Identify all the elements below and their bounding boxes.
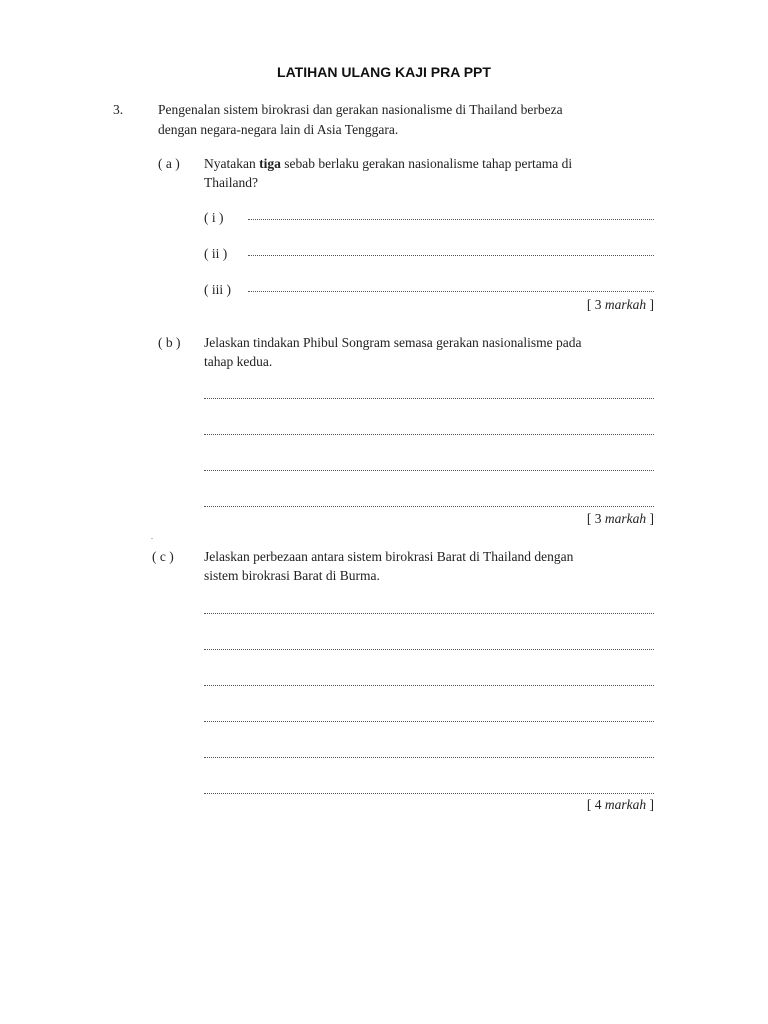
part-a-marks-close: ]	[646, 297, 654, 312]
part-b-label: ( b )	[158, 335, 181, 350]
part-c-answer-line[interactable]	[204, 757, 654, 758]
part-a-question-line2: Thailand?	[204, 175, 258, 190]
part-a-label: ( a )	[158, 156, 180, 171]
part-c-question-line1: Jelaskan perbezaan antara sistem birokrasi Barat di Thailand dengan	[204, 549, 574, 564]
part-b-answer-line[interactable]	[204, 470, 654, 471]
part-b-answer-line[interactable]	[204, 434, 654, 435]
part-c-marks-close: ]	[646, 797, 654, 812]
part-a-text-bold: tiga	[259, 156, 281, 171]
part-a-text-after: sebab berlaku gerakan nasionalisme tahap pertama di	[280, 156, 573, 171]
part-c-answer-line[interactable]	[204, 793, 654, 794]
part-c-marks-word: markah	[604, 797, 647, 812]
part-b-question-line2: tahap kedua.	[204, 354, 273, 369]
part-a-item-iii-label: ( iii )	[204, 282, 231, 297]
part-b-marks	[454, 511, 654, 527]
part-c-marks-open: [ 4	[586, 797, 605, 812]
part-a-marks-open: [ 3	[586, 297, 605, 312]
part-a-item-i-label: ( i )	[204, 210, 224, 225]
part-a-question	[204, 154, 572, 173]
part-a-item-ii-label: ( ii )	[204, 246, 228, 261]
part-a-item-iii-answer-line[interactable]	[248, 291, 654, 292]
part-c-question-line2: sistem birokrasi Barat di Burma.	[204, 568, 380, 583]
part-a-item-ii-answer-line[interactable]	[248, 255, 654, 256]
stray-mark: .	[151, 532, 153, 541]
part-b-marks-close: ]	[646, 511, 654, 526]
part-c-answer-line[interactable]	[204, 649, 654, 650]
part-a-item-i-answer-line[interactable]	[248, 219, 654, 220]
part-a-marks	[454, 297, 654, 313]
part-c-answer-line[interactable]	[204, 613, 654, 614]
question-intro-line2: dengan negara-negara lain di Asia Tenggara.	[158, 122, 399, 137]
part-c-answer-line[interactable]	[204, 721, 654, 722]
page-title: LATIHAN ULANG KAJI PRA PPT	[277, 64, 491, 80]
part-c-marks	[454, 797, 654, 813]
part-a-marks-word: markah	[604, 297, 647, 312]
part-b-answer-line[interactable]	[204, 398, 654, 399]
part-b-marks-open: [ 3	[586, 511, 605, 526]
part-a-text-before: Nyatakan	[204, 156, 260, 171]
part-b-marks-word: markah	[604, 511, 647, 526]
part-b-answer-line[interactable]	[204, 506, 654, 507]
part-c-answer-line[interactable]	[204, 685, 654, 686]
part-b-question-line1: Jelaskan tindakan Phibul Songram semasa gerakan nasionalisme pada	[204, 335, 582, 350]
part-c-label: ( c )	[152, 549, 174, 564]
question-number: 3.	[113, 102, 124, 117]
question-intro-line1: Pengenalan sistem birokrasi dan gerakan nasionalisme di Thailand berbeza	[158, 102, 563, 117]
